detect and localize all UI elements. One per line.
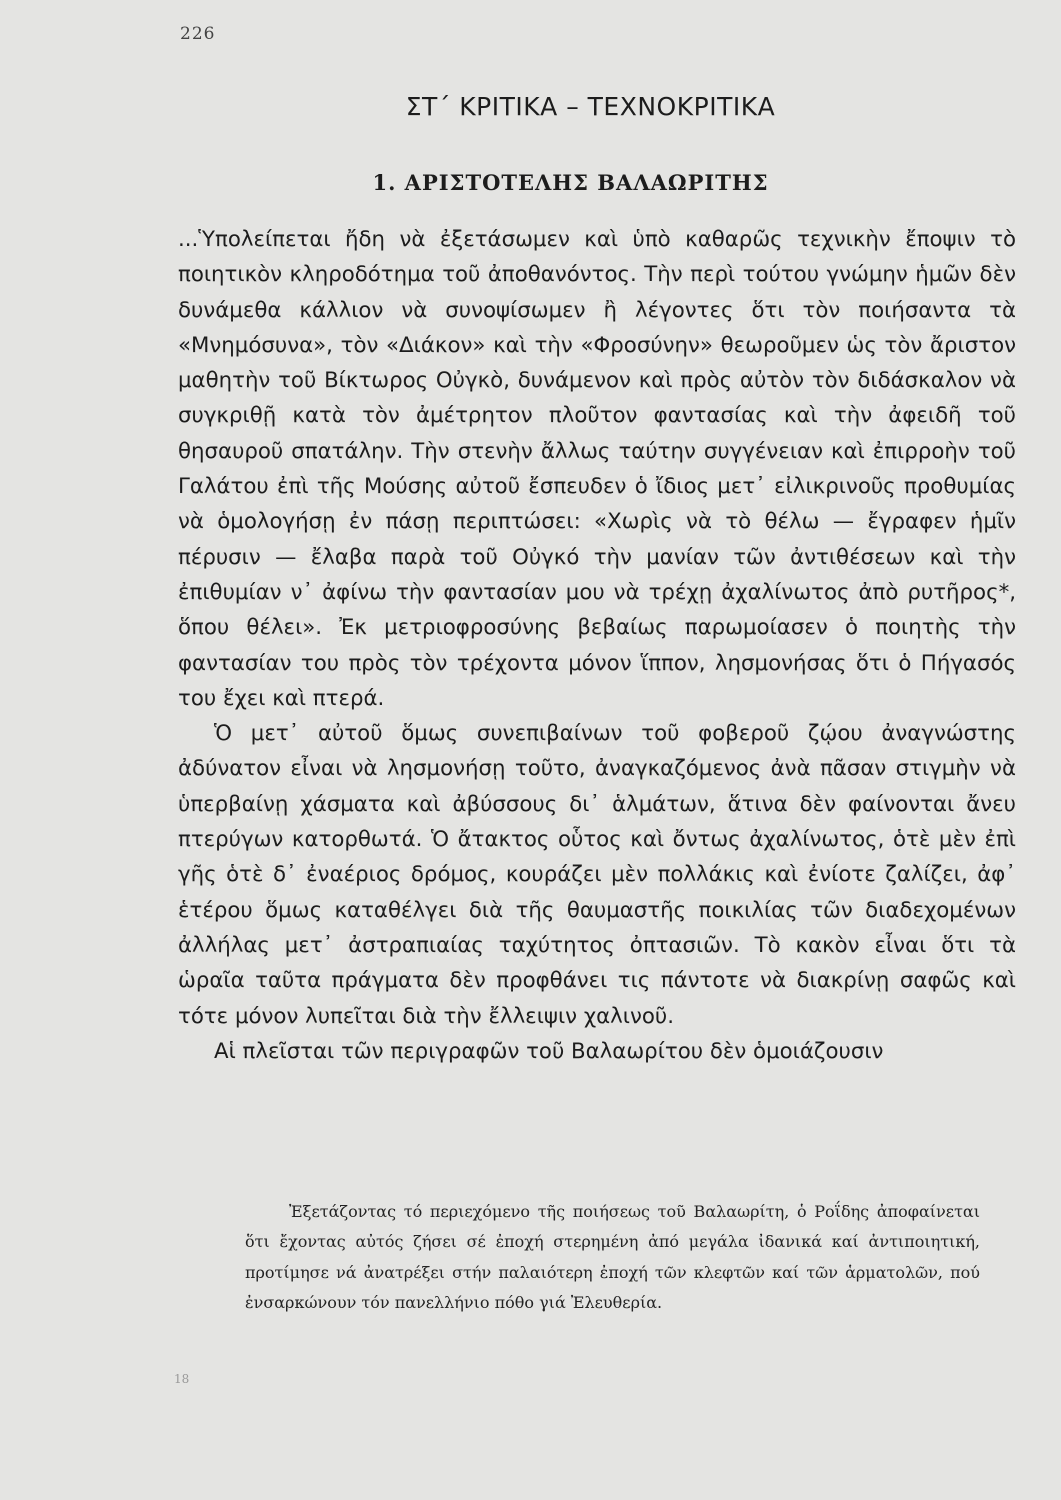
chapter-title: 1. ΑΡΙΣΤΟΤΕΛΗΣ ΒΑΛΑΩΡΙΤΗΣ (372, 170, 769, 195)
paragraph: ...Ὑπολείπεται ἤδη νὰ ἐξετάσωμεν καὶ ὑπὸ καθαρῶς τεχνικὴν ἔποψιν τὸ ποιητικὸν κληροδότημα τοῦ ἀποθανόντος. Τὴν περὶ τούτου γνώμην ἡμῶν δὲν δυνάμεθα κάλλιον νὰ συνοψίσωμεν ἢ λέγοντες ὅτι τὸν ποιήσαντα τὰ «Μνημόσυνα», τὸν «Διάκον» καὶ τὴν «Φροσύνην» θεωροῦμεν ὡς τὸν ἄριστον μαθητὴν τοῦ Βίκτωρος Οὐγκὸ, δυνάμενον καὶ πρὸς αὐτὸν τὸν διδάσκαλον νὰ συγκριθῇ κατὰ τὸν ἀμέτρητον πλοῦτον φαντασίας καὶ τὴν ἀφειδῆ τοῦ θησαυροῦ σπατάλην. Τὴν στενὴν ἄλλως ταύτην συγγένειαν καὶ ἐπιρροὴν τοῦ Γαλάτου ἐπὶ τῆς Μούσης αὐτοῦ ἔσπευδεν ὁ ἴδιος μετ᾽ εἰλικρινοῦς προθυμίας νὰ ὁμολογήσῃ ἐν πάσῃ περιπτώσει: «Χωρὶς νὰ τὸ θέλω — ἔγραφεν ἡμῖν πέρυσιν — ἔλαβα παρὰ τοῦ Οὐγκό τὴν μανίαν τῶν ἀντιθέσεων καὶ τὴν ἐπιθυμίαν ν᾽ ἀφίνω τὴν φαντασίαν μου νὰ τρέχῃ ἀχαλίνωτος ἀπὸ ρυτῆρος*, ὅπου θέλει». Ἐκ μετριοφροσύνης βεβαίως παρωμοίασεν ὁ ποιητὴς τὴν φαντασίαν του πρὸς τὸν τρέχοντα μόνον ἵππον, λησμονήσας ὅτι ὁ Πήγασός του ἔχει καὶ πτερά. (178, 227, 1016, 711)
stray-mark: 18 (174, 1372, 190, 1386)
section-title: ΣΤ΄ ΚΡΙΤΙΚΑ – ΤΕΧΝΟΚΡΙΤΙΚΑ (405, 92, 776, 121)
editorial-note (245, 1197, 980, 1318)
paragraph: Ὁ μετ᾽ αὐτοῦ ὅμως συνεπιβαίνων τοῦ φοβεροῦ ζῴου ἀναγνώστης ἀδύνατον εἶναι νὰ λησμονήσῃ τοῦτο, ἀναγκαζόμενος ἀνὰ πᾶσαν στιγμὴν νὰ ὑπερβαίνῃ χάσματα καὶ ἀβύσσους δι᾽ ἁλμάτων, ἅτινα δὲν φαίνονται ἄνευ πτερύγων κατορθωτά. Ὁ ἄτακτος οὗτος καὶ ὄντως ἀχαλίνωτος, ὁτὲ μὲν ἐπὶ γῆς ὁτὲ δ᾽ ἐναέριος δρόμος, κουράζει μὲν πολλάκις καὶ ἐνίοτε ζαλίζει, ἀφ᾽ ἑτέρου ὅμως καταθέλγει διὰ τῆς θαυμαστῆς ποικιλίας τῶν διαδεχομένων ἀλλήλας μετ᾽ ἀστραπιαίας ταχύτητος ὀπτασιῶν. Τὸ κακὸν εἶναι ὅτι τὰ ὡραῖα ταῦτα πράγματα δὲν προφθάνει τις πάντοτε νὰ διακρίνῃ σαφῶς καὶ τότε μόνον λυπεῖται διὰ τὴν ἔλλειψιν χαλινοῦ. (178, 721, 1016, 1029)
main-text (178, 222, 1016, 1069)
paragraph: Αἱ πλεῖσται τῶν περιγραφῶν τοῦ Βαλαωρίτου δὲν ὁμοιάζουσιν (214, 1038, 884, 1064)
editorial-note-text: Ἐξετάζοντας τό περιεχόμενο τῆς ποιήσεως τοῦ Βαλαωρίτη, ὁ Ροΐδης ἀποφαίνεται ὅτι ἔχοντας αὐτός ζήσει σέ ἐποχή στερημένη ἀπό μεγάλα ἰδανικά καί ἀντιποιητική, προτίμησε νά ἀνατρέξει στήν παλαιότερη ἐποχή τῶν κλεφτῶν καί τῶν ἁρματολῶν, πού ἐνσαρκώνουν τόν πανελλήνιο πόθο γιά Ἐλευθερία. (245, 1202, 980, 1312)
page-number: 226 (180, 24, 216, 44)
